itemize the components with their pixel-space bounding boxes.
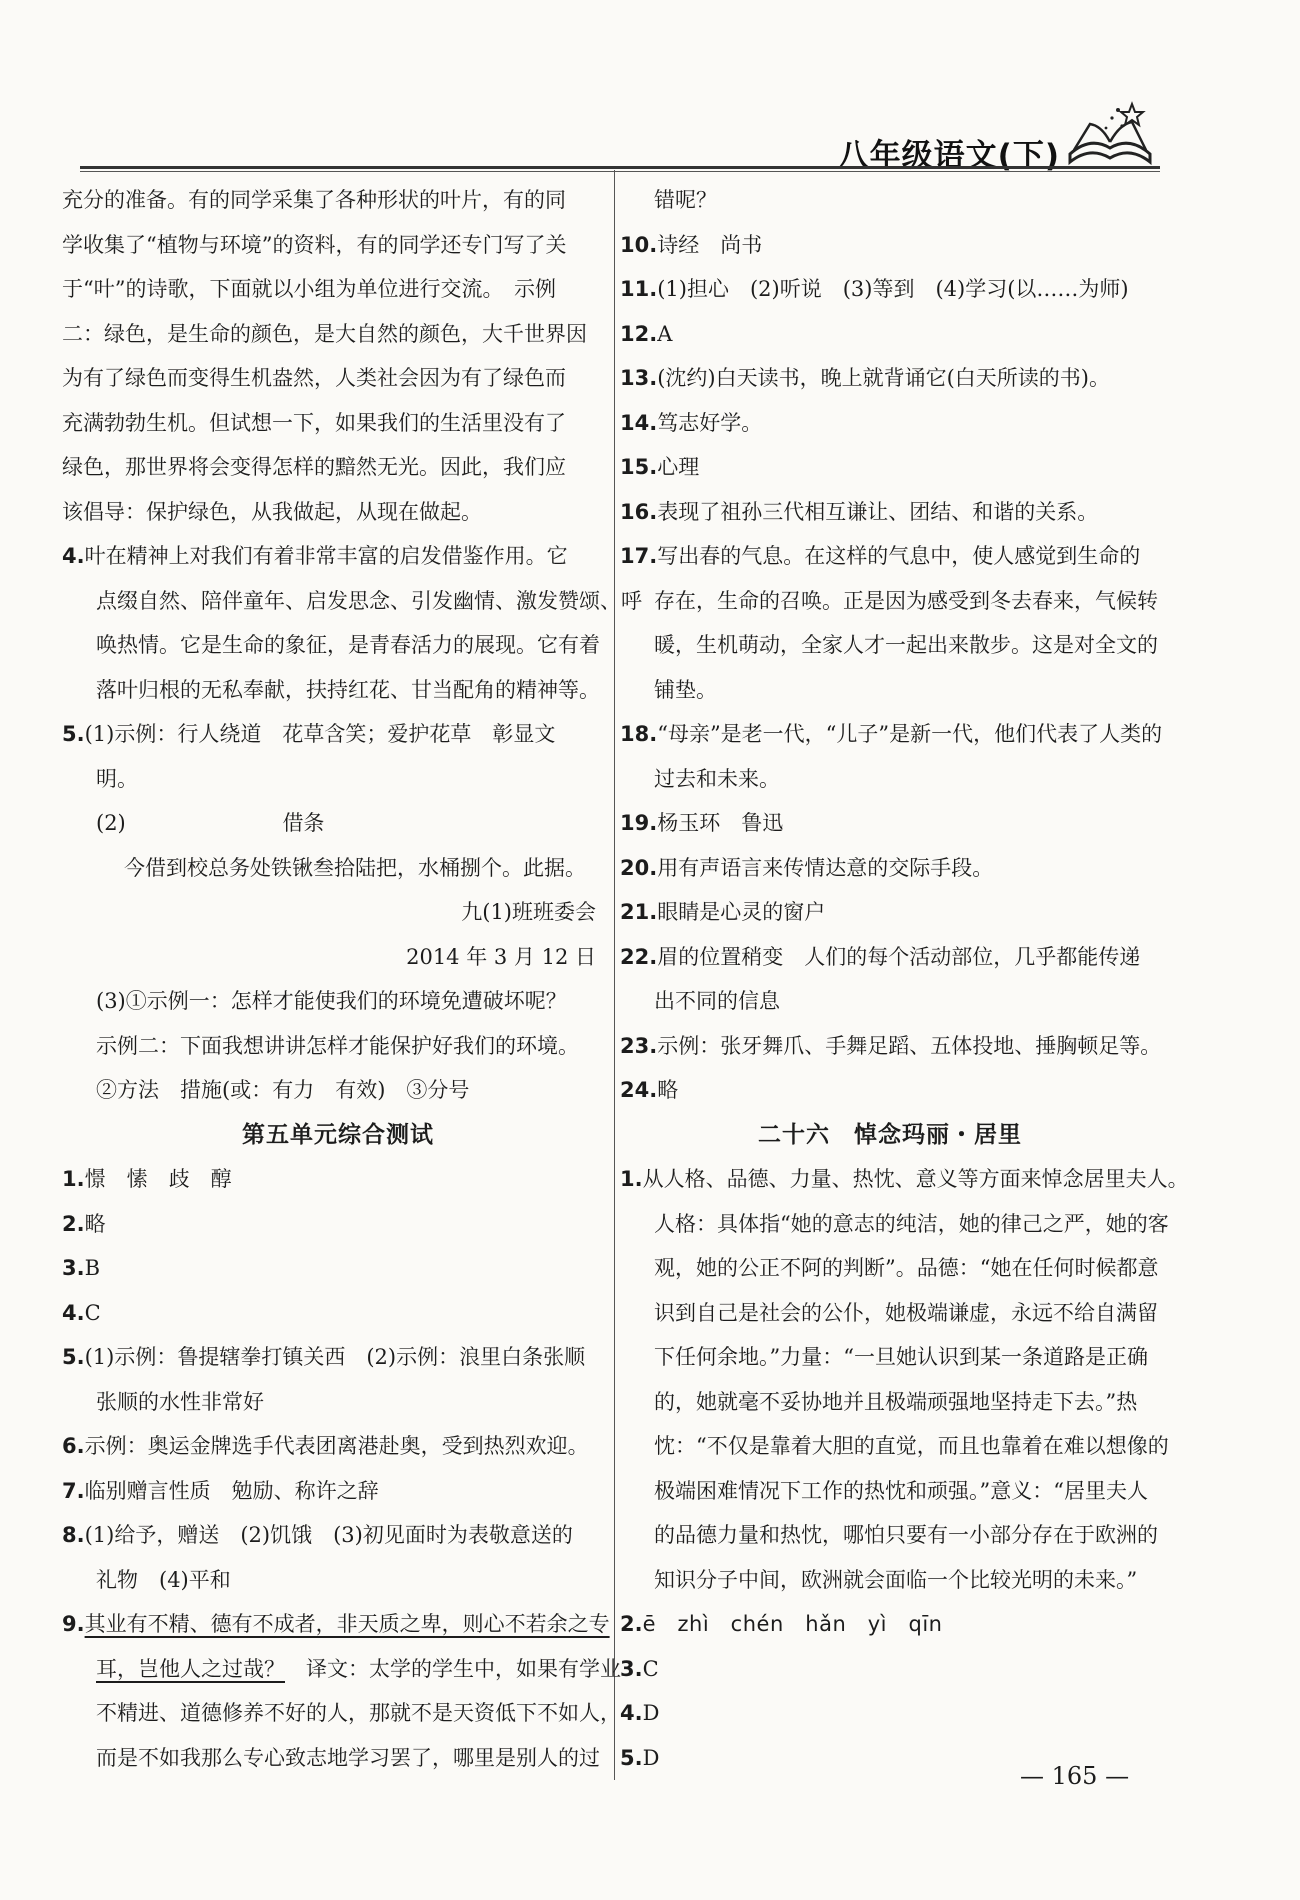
answer-line: 暖，生机萌动，全家人才一起出来散步。这是对全文的 <box>654 633 1158 657</box>
underlined-text: 其业有不精、德有不成者，非天质之卑，则心不若余之专 <box>84 1612 610 1636</box>
answer-line <box>620 490 1160 535</box>
answer-line <box>62 1202 614 1247</box>
answer-text: 示例：奥运金牌选手代表团离港赴奥，受到热烈欢迎。 <box>84 1434 589 1458</box>
question-number: 3. <box>620 1656 643 1681</box>
text-line: 该倡导：保护绿色，从我做起，从现在做起。 <box>62 499 482 524</box>
answer-line <box>620 356 1160 401</box>
header-title: 八年级语文(下) <box>837 138 1060 174</box>
question-number: 8. <box>62 1523 85 1547</box>
question-number: 20. <box>620 855 658 880</box>
note-title-line <box>62 801 614 846</box>
question-number: 2. <box>62 1211 85 1236</box>
answer-text: (1)给予，赠送 (2)饥饿 (3)初见面时为表敬意送的 <box>84 1523 573 1547</box>
underlined-text: 耳，岂他人之过哉？ <box>96 1656 285 1681</box>
answer-text: 从人格、品德、力量、热忱、意义等方面来悼念居里夫人。 <box>642 1167 1189 1191</box>
answer-text: (1)担心 (2)听说 (3)等到 (4)学习(以……为师) <box>657 277 1129 301</box>
answer-text: C <box>642 1656 659 1681</box>
answer-text: A <box>657 321 673 346</box>
answer-line <box>62 534 614 579</box>
header-rule-thin <box>80 171 1160 172</box>
text-line: 绿色，那世界将会变得怎样的黯然无光。因此，我们应 <box>62 455 566 479</box>
open-book-icon <box>1060 96 1160 166</box>
text-line: 错呢？ <box>654 188 717 212</box>
question-number: 4. <box>62 544 85 568</box>
answer-text: 表现了祖孙三代相互谦让、团结、和谐的关系。 <box>657 499 1099 524</box>
header-rule <box>80 166 1160 169</box>
question-number: 4. <box>620 1701 643 1725</box>
answer-text: 心理 <box>657 455 700 479</box>
answer-text: 憬 愫 歧 醇 <box>84 1167 232 1191</box>
part-label: (2) <box>96 811 126 835</box>
note-signer: 九(1)班班委会 <box>461 900 596 924</box>
answer-text: 眉的位置稍变 人们的每个活动部位，几乎都能传递 <box>657 944 1141 969</box>
answer-text: 略 <box>84 1211 106 1236</box>
answer-line: 点缀自然、陪伴童年、启发思念、引发幽情、激发赞颂、呼 <box>96 588 642 613</box>
answer-line <box>620 312 1160 357</box>
question-number: 3. <box>62 1256 85 1280</box>
answer-line <box>620 267 1160 312</box>
answer-line: ②方法 措施(或：有力 有效) ③分号 <box>96 1078 470 1102</box>
question-number: 1. <box>62 1167 85 1191</box>
answer-line <box>620 712 1163 757</box>
question-number: 18. <box>620 722 658 746</box>
answer-line: 落叶归根的无私奉献，扶持红花、甘当配角的精神等。 <box>96 677 600 702</box>
answer-text: 眼睛是心灵的窗户 <box>657 900 826 924</box>
answer-line: 铺垫。 <box>654 677 717 702</box>
answer-line <box>620 890 1160 935</box>
question-number: 12. <box>620 321 658 346</box>
answer-text: 杨玉环 鲁迅 <box>657 811 784 835</box>
answer-line <box>62 1647 621 1692</box>
answer-text: 译文：太学的学生中，如果有学业 <box>285 1656 621 1681</box>
answer-line <box>620 1602 1160 1647</box>
answer-line: 过去和未来。 <box>654 766 780 791</box>
answer-text: “母亲”是老一代，“儿子”是新一代，他们代表了人类的 <box>657 722 1163 746</box>
answer-line: 知识分子中间，欧洲就会面临一个比较光明的未来。” <box>654 1567 1138 1592</box>
answer-line: 的，她就毫不妥协地并且极端顽强地坚持走下去。”热 <box>654 1389 1138 1414</box>
answer-text: 用有声语言来传情达意的交际手段。 <box>657 855 994 880</box>
answer-line: 唤热情。它是生命的象征，是青春活力的展现。它有着 <box>96 633 600 657</box>
answer-line <box>620 935 1160 980</box>
section-title: 二十六 悼念玛丽・居里 <box>758 1121 1022 1148</box>
answer-line <box>62 1246 614 1291</box>
question-number: 24. <box>620 1078 658 1102</box>
answer-text: 笃志好学。 <box>657 410 763 435</box>
question-number: 10. <box>620 232 658 257</box>
answer-text: 临别赠言性质 勉励、称许之辞 <box>84 1478 379 1503</box>
question-number: 17. <box>620 544 658 568</box>
answer-line <box>620 401 1160 446</box>
answer-line: 下任何余地。”力量：“一旦她认识到某一条道路是正确 <box>654 1345 1148 1369</box>
answer-line: 观，她的公正不阿的判断”。品德：“她在任何时候都意 <box>654 1256 1159 1280</box>
answer-line: 识到自己是社会的公仆，她极端谦虚，永远不给自满留 <box>654 1300 1158 1325</box>
answer-line: 极端困难情况下工作的热忱和顽强。”意义：“居里夫人 <box>654 1478 1148 1503</box>
answer-line <box>62 1602 614 1647</box>
answer-text: C <box>84 1300 101 1325</box>
answer-text: D <box>642 1701 660 1725</box>
answer-line <box>620 1157 1189 1202</box>
question-number: 22. <box>620 944 658 969</box>
question-number: 9. <box>62 1612 85 1636</box>
question-number: 5. <box>62 1345 85 1369</box>
answer-line <box>62 1469 614 1514</box>
answer-text: 叶在精神上对我们有着非常丰富的启发借鉴作用。它 <box>84 544 568 568</box>
answer-text: (沈约)白天读书，晚上就背诵它(白天所读的书)。 <box>657 366 1110 390</box>
question-number: 7. <box>62 1478 85 1503</box>
question-number: 6. <box>62 1434 85 1458</box>
answer-line <box>620 445 1160 490</box>
question-number: 2. <box>620 1612 643 1636</box>
question-number: 21. <box>620 900 658 924</box>
answer-line <box>620 1024 1160 1069</box>
right-column <box>620 178 1189 1780</box>
answer-line: 示例二：下面我想讲讲怎样才能保护好我们的环境。 <box>96 1033 579 1058</box>
question-number: 11. <box>620 277 658 301</box>
answer-line <box>620 846 1160 891</box>
text-line: 二：绿色，是生命的颜色，是大自然的颜色，大千世界因 <box>62 321 587 346</box>
answer-line: 明。 <box>96 766 138 791</box>
answer-line: 而是不如我那么专心致志地学习罢了，哪里是别人的过 <box>96 1745 600 1770</box>
question-number: 4. <box>62 1300 85 1325</box>
answer-line: (3)①示例一：怎样才能使我们的环境免遭破坏呢？ <box>96 989 567 1013</box>
answer-line: 出不同的信息 <box>654 989 780 1013</box>
answer-text: 诗经 尚书 <box>657 232 763 257</box>
answer-line <box>62 1157 614 1202</box>
question-number: 13. <box>620 366 658 390</box>
answer-line <box>62 1335 614 1380</box>
answer-line: 张顺的水性非常好 <box>96 1389 264 1414</box>
answer-line: 人格：具体指“她的意志的纯洁，她的律己之严，她的客 <box>654 1211 1169 1236</box>
note-title: 借条 <box>282 811 325 835</box>
answer-text: 写出春的气息。在这样的气息中，使人感觉到生命的 <box>657 544 1141 568</box>
page-number: — 165 — <box>1020 1762 1130 1790</box>
text-line: 充满勃勃生机。但试想一下，如果我们的生活里没有了 <box>62 410 566 435</box>
pinyin-answer: ē zhì chén hǎn yì qīn <box>642 1612 943 1636</box>
answer-line <box>620 534 1160 579</box>
answer-text: (1)示例：鲁提辖拳打镇关西 (2)示例：浪里白条张顺 <box>84 1345 586 1369</box>
answer-line: 不精进、道德修养不好的人，那就不是天资低下不如人， <box>96 1701 621 1725</box>
question-number: 14. <box>620 410 658 435</box>
answer-line: 忱：“不仅是靠着大胆的直觉，而且也靠着在难以想像的 <box>654 1434 1169 1458</box>
text-line: 为有了绿色而变得生机盎然，人类社会因为有了绿色而 <box>62 366 566 390</box>
answer-text: 略 <box>657 1078 679 1102</box>
question-number: 1. <box>620 1167 643 1191</box>
text-line: 学收集了“植物与环境”的资料，有的同学还专门写了关 <box>62 232 567 257</box>
question-number: 5. <box>62 722 85 746</box>
page-header <box>80 96 1160 174</box>
question-number: 16. <box>620 499 658 524</box>
answer-line <box>62 1291 614 1336</box>
answer-line <box>620 1691 1160 1736</box>
note-body: 今借到校总务处铁锹叁拾陆把，水桶捌个。此据。 <box>124 855 586 880</box>
answer-line: 存在，生命的召唤。正是因为感受到冬去春来，气候转 <box>654 588 1158 613</box>
answer-text: (1)示例：行人绕道 花草含笑；爱护花草 彰显文 <box>84 722 556 746</box>
answer-text: 示例：张牙舞爪、手舞足蹈、五体投地、捶胸顿足等。 <box>657 1033 1162 1058</box>
answer-line: 的品德力量和热忱，哪怕只要有一小部分存在于欧洲的 <box>654 1523 1158 1547</box>
answer-line <box>62 712 614 757</box>
answer-text: B <box>84 1256 101 1280</box>
answer-line <box>620 1068 1160 1113</box>
answer-line: 礼物 (4)平和 <box>96 1567 231 1592</box>
answer-line <box>62 1424 614 1469</box>
question-number: 23. <box>620 1033 658 1058</box>
question-number: 19. <box>620 811 658 835</box>
note-date: 2014 年 3 月 12 日 <box>406 944 596 969</box>
text-line: 充分的准备。有的同学采集了各种形状的叶片，有的同 <box>62 188 566 212</box>
text-line: 于“叶”的诗歌，下面就以小组为单位进行交流。 示例 <box>62 277 556 301</box>
question-number: 15. <box>620 455 658 479</box>
answer-line <box>620 1647 1160 1692</box>
section-title: 第五单元综合测试 <box>242 1121 434 1148</box>
column-divider <box>614 170 615 1780</box>
answer-text: D <box>642 1745 660 1770</box>
answer-line <box>62 1513 614 1558</box>
answer-line <box>620 801 1160 846</box>
answer-line <box>620 223 1160 268</box>
question-number: 5. <box>620 1745 643 1770</box>
